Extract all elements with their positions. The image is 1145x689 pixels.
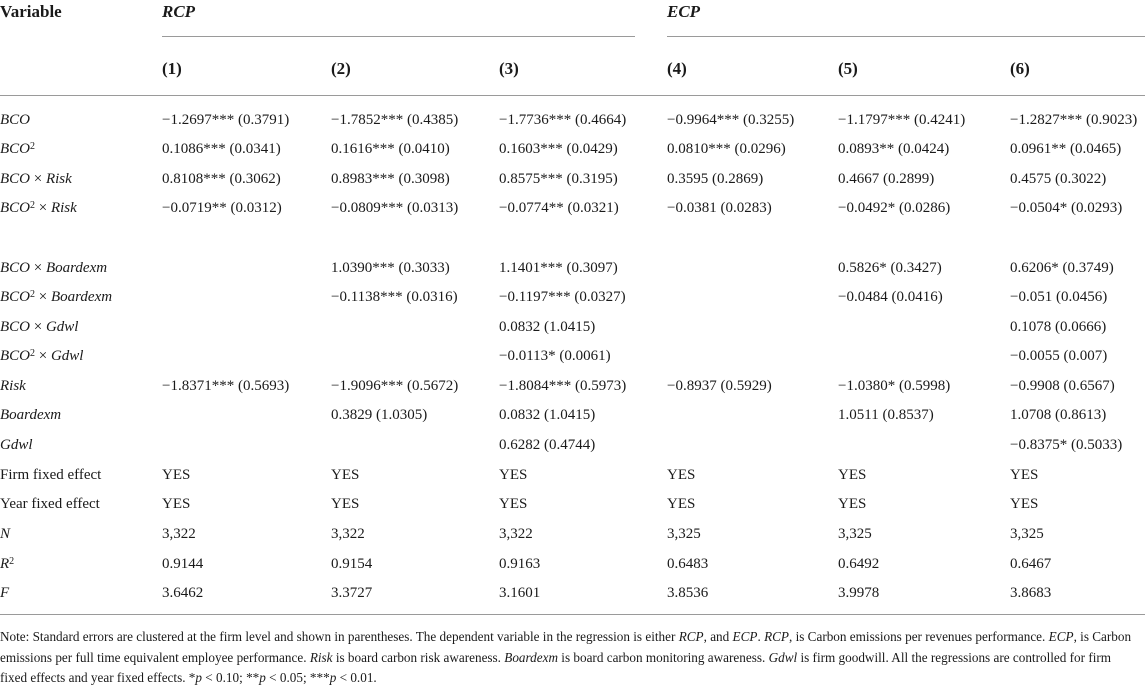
table-cell: −0.051 (0.0456) bbox=[1010, 289, 1108, 305]
row-label: F bbox=[0, 585, 10, 601]
table-cell: YES bbox=[838, 496, 867, 512]
table-cell: −1.1797*** (0.4241) bbox=[838, 112, 966, 128]
table-cell: 3,322 bbox=[499, 526, 533, 542]
table-cell: −0.0492* (0.0286) bbox=[838, 200, 951, 216]
table-cell: 1.0511 (0.8537) bbox=[838, 407, 934, 423]
table-cell: 0.6492 bbox=[838, 556, 880, 572]
row-label: N bbox=[0, 526, 11, 542]
column-header-4: (4) bbox=[667, 59, 687, 78]
table-cell: YES bbox=[499, 467, 528, 483]
table-cell: −0.1197*** (0.0327) bbox=[499, 289, 626, 305]
table-cell: 0.9163 bbox=[499, 556, 541, 572]
table-cell: 1.0708 (0.8613) bbox=[1010, 407, 1107, 423]
table-cell: YES bbox=[838, 467, 867, 483]
table-cell: −0.0055 (0.007) bbox=[1010, 348, 1108, 364]
table-cell: YES bbox=[1010, 496, 1039, 512]
row-label: Gdwl bbox=[0, 437, 33, 453]
table-cell: −0.0381 (0.0283) bbox=[667, 200, 772, 216]
table-cell: 0.3595 (0.2869) bbox=[667, 171, 764, 187]
table-cell: 0.3829 (1.0305) bbox=[331, 407, 428, 423]
table-cell: −1.2827*** (0.9023) bbox=[1010, 112, 1138, 128]
rcp-group-rule bbox=[162, 36, 635, 37]
table-cell: 3,325 bbox=[1010, 526, 1044, 542]
row-label: BCO × Boardexm bbox=[0, 260, 108, 276]
table-cell: −0.0113* (0.0061) bbox=[499, 348, 611, 364]
table-cell: 0.0961** (0.0465) bbox=[1010, 141, 1122, 157]
column-header-5: (5) bbox=[838, 59, 858, 78]
table-cell: 0.1616*** (0.0410) bbox=[331, 141, 450, 157]
row-label: BCO bbox=[0, 112, 30, 128]
table-cell: YES bbox=[331, 467, 360, 483]
table-cell: 3,325 bbox=[838, 526, 872, 542]
table-cell: 0.0810*** (0.0296) bbox=[667, 141, 786, 157]
row-label: Firm fixed effect bbox=[0, 467, 102, 483]
table-cell: YES bbox=[499, 496, 528, 512]
table-cell: 0.6206* (0.3749) bbox=[1010, 260, 1114, 276]
table-cell: 3.8536 bbox=[667, 585, 709, 601]
table-cell: 0.0832 (1.0415) bbox=[499, 319, 596, 335]
table-cell: −0.8375* (0.5033) bbox=[1010, 437, 1123, 453]
table-cell: 3.9978 bbox=[838, 585, 880, 601]
table-cell: 0.6483 bbox=[667, 556, 709, 572]
row-label: Risk bbox=[0, 378, 26, 394]
table-cell: −0.1138*** (0.0316) bbox=[331, 289, 458, 305]
table-cell: −0.0719** (0.0312) bbox=[162, 200, 282, 216]
table-cell: −0.9964*** (0.3255) bbox=[667, 112, 795, 128]
table-cell: YES bbox=[162, 496, 191, 512]
table-cell: YES bbox=[162, 467, 191, 483]
table-cell: 0.1603*** (0.0429) bbox=[499, 141, 618, 157]
table-cell: 0.9154 bbox=[331, 556, 373, 572]
variable-header: Variable bbox=[0, 2, 62, 21]
table-cell: 0.4575 (0.3022) bbox=[1010, 171, 1107, 187]
ecp-group-rule bbox=[667, 36, 1145, 37]
table-cell: 3.3727 bbox=[331, 585, 373, 601]
table-cell: 0.6467 bbox=[1010, 556, 1052, 572]
table-cell: −1.0380* (0.5998) bbox=[838, 378, 951, 394]
rcp-group-header: RCP bbox=[162, 2, 196, 21]
table-cell: 3.8683 bbox=[1010, 585, 1052, 601]
table-cell: −1.8371*** (0.5693) bbox=[162, 378, 290, 394]
bottom-rule bbox=[0, 614, 1145, 615]
table-cell: 1.1401*** (0.3097) bbox=[499, 260, 618, 276]
table-cell: −0.0504* (0.0293) bbox=[1010, 200, 1123, 216]
table-cell: −1.7736*** (0.4664) bbox=[499, 112, 627, 128]
table-cell: −1.9096*** (0.5672) bbox=[331, 378, 459, 394]
table-cell: YES bbox=[667, 496, 696, 512]
column-header-3: (3) bbox=[499, 59, 519, 78]
table-cell: 0.1078 (0.0666) bbox=[1010, 319, 1107, 335]
table-cell: YES bbox=[331, 496, 360, 512]
table-cell: 0.9144 bbox=[162, 556, 204, 572]
table-cell: YES bbox=[667, 467, 696, 483]
row-label: Boardexm bbox=[0, 407, 62, 423]
row-label: Year fixed effect bbox=[0, 496, 100, 512]
table-cell: 0.8983*** (0.3098) bbox=[331, 171, 450, 187]
table-cell: −0.0774** (0.0321) bbox=[499, 200, 619, 216]
table-cell: 0.1086*** (0.0341) bbox=[162, 141, 281, 157]
header-rule bbox=[0, 95, 1145, 96]
row-label: BCO$^2$ × Gdwl bbox=[0, 348, 84, 364]
table-cell: −0.9908 (0.6567) bbox=[1010, 378, 1115, 394]
column-header-6: (6) bbox=[1010, 59, 1030, 78]
table-cell: 0.0893** (0.0424) bbox=[838, 141, 950, 157]
row-label: BCO$^2$ × Boardexm bbox=[0, 289, 113, 305]
table-cell: 0.5826* (0.3427) bbox=[838, 260, 942, 276]
table-cell: −1.2697*** (0.3791) bbox=[162, 112, 290, 128]
row-label: BCO$^2$ bbox=[0, 141, 35, 157]
ecp-group-header: ECP bbox=[667, 2, 701, 21]
table-cell: 3,325 bbox=[667, 526, 701, 542]
table-cell: 1.0390*** (0.3033) bbox=[331, 260, 450, 276]
table-cell: 0.8575*** (0.3195) bbox=[499, 171, 618, 187]
table-cell: 0.0832 (1.0415) bbox=[499, 407, 596, 423]
column-header-2: (2) bbox=[331, 59, 351, 78]
table-note: Note: Standard errors are clustered at the firm level and shown in parentheses. The dependent variable in the regression is either RCP, and ECP. RCP, is Carbon emissions per revenues performance. ECP, is Carbon emissions per full time equivalent employee performance. Risk is board carbon risk awareness. Boardexm is board carbon monitoring awareness. Gdwl is firm goodwill. All the regressions are controlled for firm fixed effects and year fixed effects. *p < 0.10; **p < 0.05; ***p < 0.01. bbox=[0, 629, 1132, 685]
table-cell: 3,322 bbox=[331, 526, 365, 542]
row-label: BCO$^2$ × Risk bbox=[0, 200, 77, 216]
table-cell: 3.6462 bbox=[162, 585, 204, 601]
table-cell: YES bbox=[1010, 467, 1039, 483]
table-cell: −1.8084*** (0.5973) bbox=[499, 378, 627, 394]
table-cell: 0.8108*** (0.3062) bbox=[162, 171, 281, 187]
row-label: $R^2$ bbox=[0, 556, 15, 572]
row-label: BCO × Risk bbox=[0, 171, 72, 187]
table-cell: −1.7852*** (0.4385) bbox=[331, 112, 459, 128]
table-cell: 3.1601 bbox=[499, 585, 541, 601]
column-header-1: (1) bbox=[162, 59, 182, 78]
table-cell: 0.4667 (0.2899) bbox=[838, 171, 935, 187]
table-cell: 3,322 bbox=[162, 526, 196, 542]
table-cell: −0.0484 (0.0416) bbox=[838, 289, 943, 305]
row-label: BCO × Gdwl bbox=[0, 319, 79, 335]
table-cell: 0.6282 (0.4744) bbox=[499, 437, 596, 453]
table-cell: −0.8937 (0.5929) bbox=[667, 378, 772, 394]
table-cell: −0.0809*** (0.0313) bbox=[331, 200, 459, 216]
